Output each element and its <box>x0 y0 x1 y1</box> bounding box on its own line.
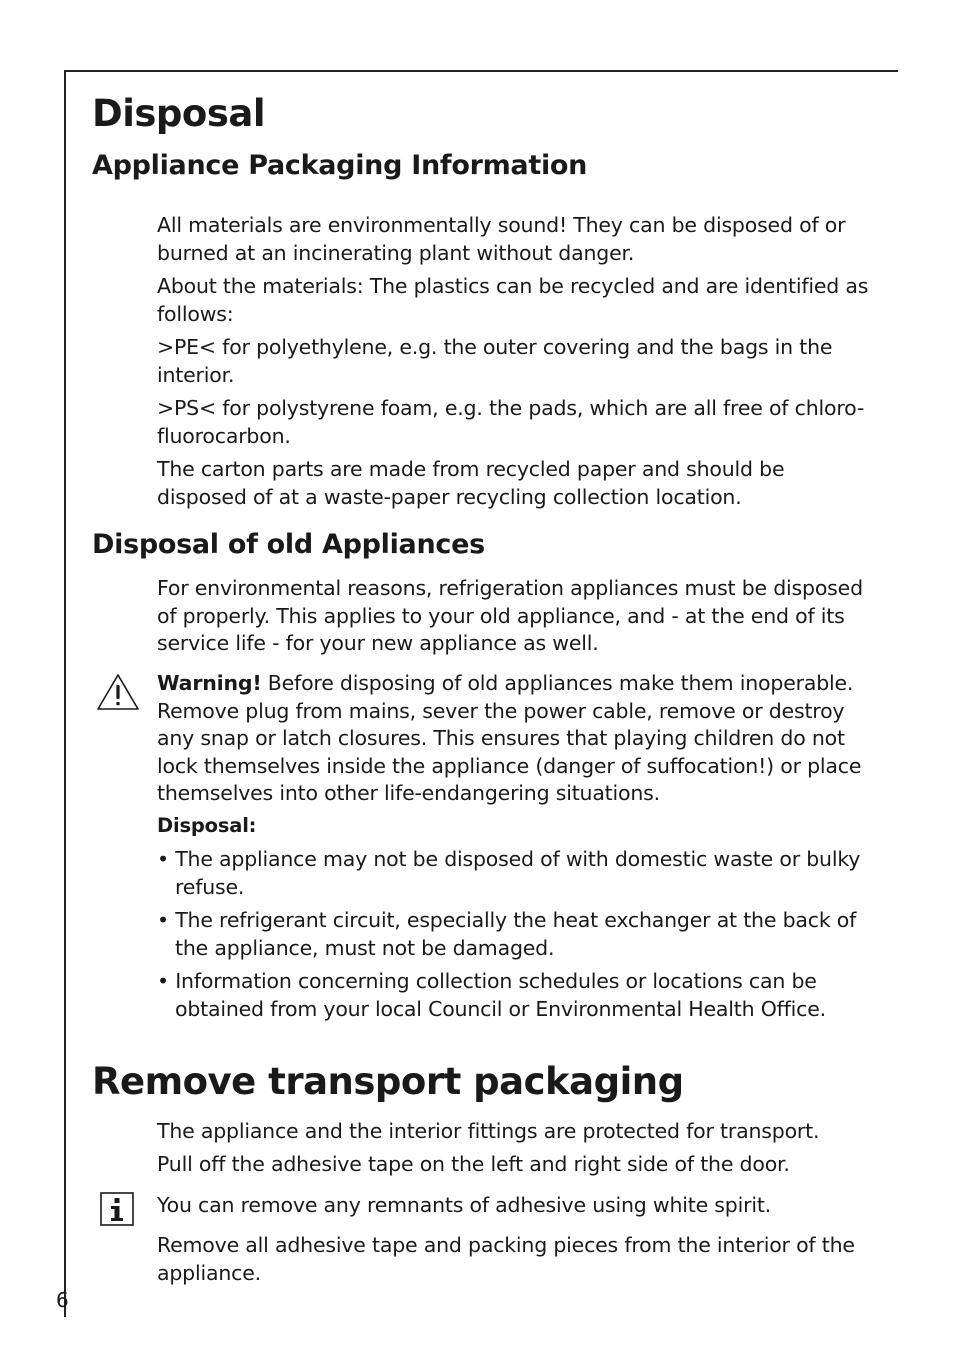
left-rule <box>64 70 66 1317</box>
packaging-paragraph-1: All materials are environmentally sound! They can be disposed of or burned at an incinerating plant without danger. <box>157 213 846 265</box>
warning-text: Before disposing of old appliances make them inoperable. Remove plug from mains, sever the power cable, remove or destroy any snap or latch closures. This ensures that playing children do not lock themselves inside the appliance (danger of suffocation!) or place themselves into other life-endangering situations. <box>157 671 862 805</box>
page-number: 6 <box>56 1288 69 1312</box>
warning-label: Warning! <box>157 671 262 695</box>
packaging-heading: Appliance Packaging Information <box>92 150 588 181</box>
top-rule <box>64 70 898 72</box>
transport-title: Remove transport packaging <box>92 1060 684 1103</box>
transport-paragraph-2: Pull off the adhesive tape on the left and right side of the door. <box>157 1152 790 1176</box>
packaging-paragraph-5: The carton parts are made from recycled paper and should be disposed of at a waste-paper recycling collection location. <box>157 457 785 509</box>
packaging-paragraph-3: >PE< for polyethylene, e.g. the outer covering and the bags in the interior. <box>157 335 833 387</box>
old-appliances-intro: For environmental reasons, refrigeration appliances must be disposed of properly. This applies to your old appliance, and - at the end of its service life - for your new appliance as well. <box>157 576 863 655</box>
disposal-bullet-1: • The appliance may not be disposed of with domestic waste or bulky refuse. <box>157 847 861 899</box>
warning-paragraph <box>157 670 875 808</box>
packaging-paragraph-4: >PS< for polystyrene foam, e.g. the pads, which are all free of chloro-fluorocarbon. <box>157 396 865 448</box>
page-title: Disposal <box>92 92 265 135</box>
warning-icon <box>95 672 141 712</box>
disposal-bullet-3: • Information concerning collection schedules or locations can be obtained from your local Council or Environmental Health Office. <box>157 969 826 1021</box>
info-icon <box>100 1192 134 1226</box>
transport-paragraph-3: Remove all adhesive tape and packing pieces from the interior of the appliance. <box>157 1233 855 1285</box>
disposal-bullet-2: • The refrigerant circuit, especially the heat exchanger at the back of the appliance, must not be damaged. <box>157 908 857 960</box>
disposal-label: Disposal: <box>157 814 257 837</box>
old-appliances-heading: Disposal of old Appliances <box>92 529 485 560</box>
transport-paragraph-1: The appliance and the interior fittings are protected for transport. <box>157 1119 820 1143</box>
transport-info: You can remove any remnants of adhesive using white spirit. <box>157 1193 771 1217</box>
packaging-paragraph-2: About the materials: The plastics can be recycled and are identified as follows: <box>157 274 869 326</box>
